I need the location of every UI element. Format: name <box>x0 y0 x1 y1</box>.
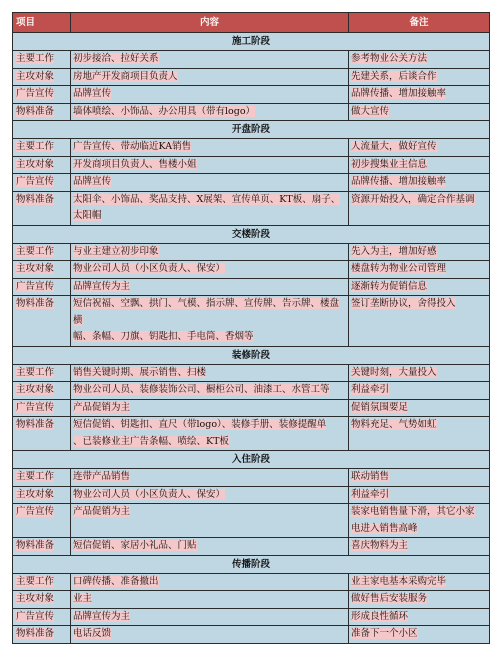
cell-line: 人流量大，做好宣传 <box>351 141 437 152</box>
row-category <box>13 573 71 591</box>
row-category <box>13 364 71 382</box>
cell-line: 形成良性循环 <box>351 610 409 622</box>
cell-line: 先入为主，增加好感 <box>351 245 437 257</box>
cell-line: 关键时刻，大量投入 <box>351 366 437 378</box>
row-category <box>13 243 71 261</box>
row-content <box>71 399 349 417</box>
cell-line: 资源开始投入，确定合作基调 <box>351 193 475 205</box>
stage-header-row <box>13 33 490 51</box>
row-category-text: 主要工作 <box>16 141 55 152</box>
table-row <box>13 364 490 382</box>
cell-line: 销售关键时期、展示销售、扫楼 <box>73 366 207 378</box>
row-category-text: 物料准备 <box>16 105 55 117</box>
row-content <box>71 364 349 382</box>
cell-line: 太阳伞、小饰品、奖品支持、X展架、宣传单页、KT板、扇子、 <box>73 193 341 205</box>
row-note <box>349 278 490 296</box>
row-content <box>71 382 349 400</box>
row-content <box>71 86 349 104</box>
row-category <box>13 191 71 225</box>
row-note <box>349 68 490 86</box>
cell-line: 品牌宣传为主 <box>73 610 131 622</box>
cell-line: 做大宣传 <box>351 105 390 117</box>
row-note <box>349 243 490 261</box>
row-category-text: 物料准备 <box>16 419 55 430</box>
row-category-text: 广告宣传 <box>16 280 55 292</box>
row-content <box>71 486 349 504</box>
row-category <box>13 51 71 69</box>
row-content <box>71 538 349 556</box>
stage-header-row <box>13 451 490 469</box>
row-category-text: 广告宣传 <box>16 176 55 187</box>
table-row <box>13 68 490 86</box>
row-content <box>71 504 349 538</box>
cell-line: 做好售后安装服务 <box>351 593 428 604</box>
stage-header-row <box>13 121 490 139</box>
table-row <box>13 399 490 417</box>
stage-header-row <box>13 225 490 243</box>
cell-line: 利益牵引 <box>351 488 390 500</box>
row-note <box>349 364 490 382</box>
cell-line: 利益牵引 <box>351 384 390 395</box>
table-row <box>13 382 490 400</box>
cell-line: 品牌宣传 <box>73 88 112 99</box>
row-category-text: 主要工作 <box>16 575 55 587</box>
table-row <box>13 504 490 538</box>
row-content <box>71 296 349 347</box>
stage-title: 装修阶段 <box>13 346 490 364</box>
row-content <box>71 278 349 296</box>
table-row <box>13 174 490 192</box>
row-category-text: 主要工作 <box>16 245 55 257</box>
cell-line: 墙体喷绘、小饰品、办公用具（带有logo） <box>73 105 256 117</box>
row-note <box>349 139 490 157</box>
cell-line: 逐渐转为促销信息 <box>351 280 428 292</box>
row-note <box>349 608 490 626</box>
row-category-text: 物料准备 <box>16 628 55 639</box>
table-row <box>13 591 490 609</box>
cell-line: 联动销售 <box>351 471 390 482</box>
cell-line: 物业公司人员（小区负责人、保安） <box>73 488 226 500</box>
row-category-text: 主攻对象 <box>16 158 55 170</box>
row-note <box>349 86 490 104</box>
table-row <box>13 243 490 261</box>
cell-line: 业主 <box>73 593 93 604</box>
table-row <box>13 417 490 451</box>
cell-line: 先建关系，后谈合作 <box>351 70 437 82</box>
row-content <box>71 139 349 157</box>
table-row <box>13 296 490 347</box>
cell-line: 品牌宣传 <box>73 176 112 187</box>
row-category <box>13 399 71 417</box>
row-content <box>71 156 349 174</box>
row-content <box>71 417 349 451</box>
row-note <box>349 486 490 504</box>
row-category <box>13 626 71 644</box>
cell-line: 开发商项目负责人、售楼小姐 <box>73 158 197 170</box>
cell-line: 产品促销为主 <box>73 506 131 517</box>
row-category <box>13 608 71 626</box>
cell-line: 签订垄断协议，舍得投入 <box>351 298 456 309</box>
stage-title: 交楼阶段 <box>13 225 490 243</box>
row-category-text: 主攻对象 <box>16 384 55 395</box>
row-category-text: 广告宣传 <box>16 401 55 413</box>
row-category <box>13 538 71 556</box>
row-category <box>13 68 71 86</box>
table-row <box>13 261 490 279</box>
row-category-text: 主攻对象 <box>16 263 55 274</box>
row-note <box>349 191 490 225</box>
table-header-row <box>13 13 490 33</box>
row-category <box>13 86 71 104</box>
row-category <box>13 261 71 279</box>
table-row <box>13 278 490 296</box>
row-category-text: 物料准备 <box>16 193 55 205</box>
row-content <box>71 191 349 225</box>
row-category <box>13 486 71 504</box>
cell-line: 初步接洽、拉好关系 <box>73 53 159 64</box>
cell-line: 品牌宣传为主 <box>73 280 131 292</box>
header-note: 备注 <box>349 13 490 33</box>
row-category <box>13 591 71 609</box>
row-category <box>13 139 71 157</box>
cell-line: 装家电销售量下滑，其它小家 <box>351 506 475 517</box>
cell-line: 品牌传播、增加接触率 <box>351 176 447 187</box>
table-row <box>13 103 490 121</box>
row-category <box>13 156 71 174</box>
row-note <box>349 469 490 487</box>
table-body <box>13 33 490 644</box>
cell-line: 喜庆物料为主 <box>351 540 409 551</box>
cell-line: 业主家电基本采购完毕 <box>351 575 447 587</box>
cell-line: 品牌传播、增加接触率 <box>351 88 447 99</box>
cell-line: 短信祝福、空飘、拱门、气模、指示牌、宣传牌、告示牌、楼盘横 <box>73 298 340 326</box>
row-category-text: 物料准备 <box>16 298 55 309</box>
cell-line: 楼盘转为物业公司管理 <box>351 263 447 274</box>
row-note <box>349 573 490 591</box>
row-category-text: 主要工作 <box>16 53 55 64</box>
row-content <box>71 68 349 86</box>
table-row <box>13 191 490 225</box>
cell-line: 促销氛围要足 <box>351 401 409 413</box>
row-category <box>13 278 71 296</box>
row-category-text: 主要工作 <box>16 471 55 482</box>
row-category-text: 广告宣传 <box>16 88 55 99</box>
row-category-text: 主要工作 <box>16 366 55 378</box>
table-row <box>13 626 490 644</box>
cell-line: 连带产品销售 <box>73 471 131 482</box>
cell-line: 物业公司人员、装修装饰公司、橱柜公司、油漆工、水管工等 <box>73 384 330 395</box>
row-category <box>13 382 71 400</box>
row-content <box>71 573 349 591</box>
cell-line: 物业公司人员（小区负责人、保安） <box>73 263 226 274</box>
row-note <box>349 51 490 69</box>
cell-line: 短信促销、家居小礼品、门贴 <box>73 540 197 551</box>
row-content <box>71 243 349 261</box>
cell-line: 准备下一个小区 <box>351 628 418 639</box>
stage-title: 入住阶段 <box>13 451 490 469</box>
row-note <box>349 399 490 417</box>
cell-line: 房地产开发商项目负责人 <box>73 70 178 82</box>
row-category-text: 广告宣传 <box>16 506 55 517</box>
row-category <box>13 504 71 538</box>
row-note <box>349 417 490 451</box>
header-item: 项目 <box>13 13 71 33</box>
stage-title: 施工阶段 <box>13 33 490 51</box>
stage-header-row <box>13 346 490 364</box>
cell-line: 电话反馈 <box>73 628 112 639</box>
stage-header-row <box>13 555 490 573</box>
row-content <box>71 174 349 192</box>
row-content <box>71 261 349 279</box>
cell-line: 产品促销为主 <box>73 401 131 413</box>
table-row <box>13 538 490 556</box>
row-category-text: 主攻对象 <box>16 593 55 604</box>
row-content <box>71 591 349 609</box>
row-content <box>71 608 349 626</box>
stage-title: 传播阶段 <box>13 555 490 573</box>
cell-line: 太阳帽 <box>73 210 102 221</box>
cell-line: 幅、条幅、刀旗、钥匙扣、手电筒、香烟等 <box>73 331 254 342</box>
table-row <box>13 51 490 69</box>
row-note <box>349 538 490 556</box>
row-category <box>13 417 71 451</box>
row-content <box>71 103 349 121</box>
table-row <box>13 156 490 174</box>
cell-line: 物料充足、气势如虹 <box>351 419 437 430</box>
row-note <box>349 103 490 121</box>
row-note <box>349 296 490 347</box>
table-row <box>13 139 490 157</box>
row-note <box>349 174 490 192</box>
row-content <box>71 51 349 69</box>
cell-line: 口碑传播、准备撤出 <box>73 575 159 587</box>
row-content <box>71 626 349 644</box>
row-category <box>13 296 71 347</box>
cell-line: 与业主建立初步印象 <box>73 245 159 257</box>
table-row <box>13 469 490 487</box>
header-content: 内容 <box>71 13 349 33</box>
row-content <box>71 469 349 487</box>
table-row <box>13 573 490 591</box>
row-category-text: 主攻对象 <box>16 488 55 500</box>
cell-line: 初步搜集业主信息 <box>351 158 428 170</box>
row-note <box>349 382 490 400</box>
cell-line: 、已装修业主广告条幅、喷绘、KT板 <box>73 435 229 447</box>
marketing-plan-table <box>12 12 490 644</box>
row-note <box>349 156 490 174</box>
stage-title: 开盘阶段 <box>13 121 490 139</box>
table-row <box>13 608 490 626</box>
row-note <box>349 591 490 609</box>
table-row <box>13 486 490 504</box>
row-note <box>349 504 490 538</box>
row-category <box>13 469 71 487</box>
row-category <box>13 174 71 192</box>
row-category-text: 主攻对象 <box>16 70 55 82</box>
cell-line: 广告宣传、带动临近KA销售 <box>73 141 192 152</box>
row-category-text: 物料准备 <box>16 540 55 551</box>
row-category-text: 广告宣传 <box>16 610 55 622</box>
row-category <box>13 103 71 121</box>
cell-line: 短信促销、钥匙扣、直尺（带logo）、装修手册、装修提醒单 <box>73 419 327 430</box>
cell-line: 参考物业公关方法 <box>351 53 428 64</box>
cell-line: 电进入销售高峰 <box>351 522 418 534</box>
row-note <box>349 261 490 279</box>
row-note <box>349 626 490 644</box>
table-row <box>13 86 490 104</box>
plan-table-wrapper <box>12 12 489 644</box>
